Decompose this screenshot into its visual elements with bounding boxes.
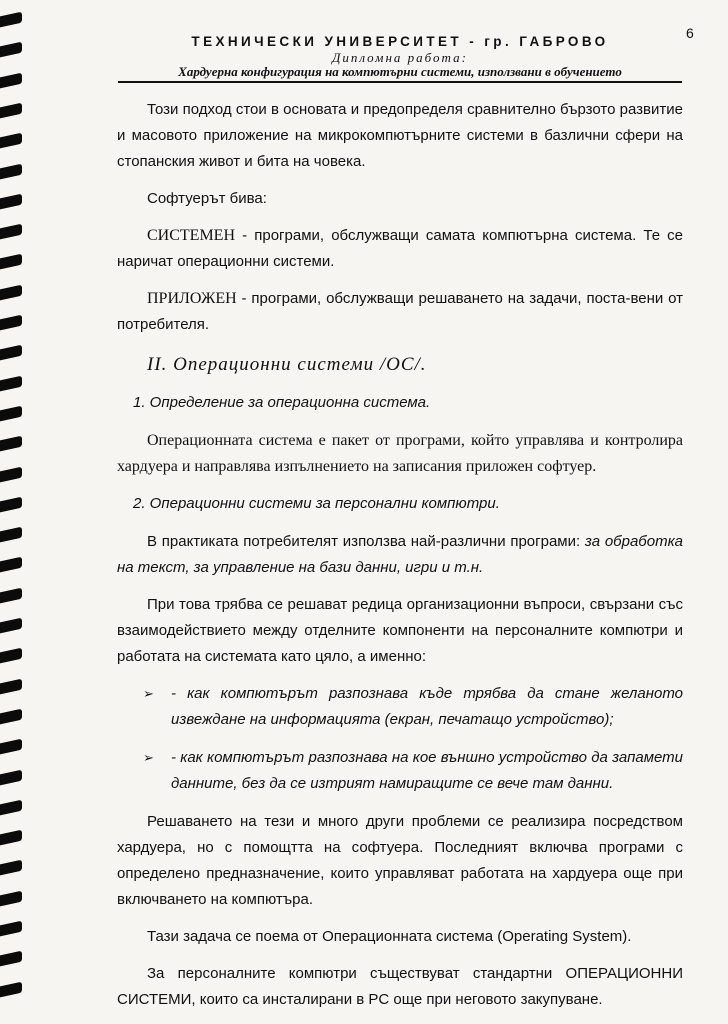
binding-hole (0, 133, 22, 149)
subsection-heading: 1. Определение за операционна система. (133, 394, 431, 411)
binding-hole (0, 12, 22, 28)
paragraph: За персоналните компютри съществуват стандартни ОПЕРАЦИОННИ СИСТЕМИ, които са инсталирани в PC още при неговото закупуване. (117, 965, 683, 1008)
binding-hole (0, 648, 22, 664)
list-item-text: - как компютърът разпознава на кое външно устройство да запамети данните, без да се изтрият намиращите се вече там данни. (171, 749, 683, 792)
document-body (117, 97, 683, 1024)
list-item (143, 745, 683, 797)
binding-hole (0, 103, 22, 119)
binding-hole (0, 193, 22, 209)
subsection-heading: 2. Операционни системи за персонални компютри. (133, 495, 500, 512)
binding-hole (0, 254, 22, 270)
binding-hole (0, 981, 22, 997)
paragraph-text: В практиката потребителят използва най-различни програми: (147, 533, 585, 550)
list-item (143, 681, 683, 733)
header-university: ТЕХНИЧЕСКИ УНИВЕРСИТЕТ - гр. ГАБРОВО (191, 34, 609, 49)
paragraph: При това трябва се решават редица организационни въпроси, свързани със взаимодействието между отделните компоненти на персоналните компютри и работата на системата като цяло, а именно: (117, 596, 683, 665)
binding-hole (0, 709, 22, 725)
section-heading: II. Операционни системи /ОС/. (147, 354, 427, 375)
binding-hole (0, 496, 22, 512)
binding-hole (0, 436, 22, 452)
header-work-type: Дипломна работа: (332, 50, 468, 65)
spiral-binding (0, 0, 26, 1024)
paragraph-text: - програми, обслужващи решаването на задачи, поста-вени от потребителя. (117, 290, 683, 333)
arrow-bullet-icon: ➢ (143, 686, 154, 701)
binding-hole (0, 406, 22, 422)
binding-hole (0, 921, 22, 937)
binding-hole (0, 890, 22, 906)
binding-hole (0, 860, 22, 876)
binding-hole (0, 315, 22, 331)
binding-hole (0, 587, 22, 603)
binding-hole (0, 163, 22, 179)
binding-hole (0, 42, 22, 58)
binding-hole (0, 557, 22, 573)
binding-hole (0, 739, 22, 755)
binding-hole (0, 224, 22, 240)
term-application: ПРИЛОЖЕН (147, 290, 237, 307)
header-rule (118, 81, 682, 83)
paragraph-italic: за обработка на текст, за управление на бази данни, игри и т.н. (117, 533, 683, 576)
binding-hole (0, 799, 22, 815)
paragraph: Софтуерът бива: (147, 190, 267, 207)
paragraph (117, 223, 683, 275)
binding-hole (0, 527, 22, 543)
header-topic: Хардуерна конфигурация на компютърни системи, използвани в обучението (178, 64, 622, 79)
paragraph (117, 286, 683, 338)
paragraph-text: - програми, обслужващи самата компютърна система. Те се наричат операционни системи. (117, 227, 683, 270)
binding-hole (0, 375, 22, 391)
binding-hole (0, 769, 22, 785)
binding-hole (0, 618, 22, 634)
paragraph: Този подход стои в основата и предопределя сравнително бързото развитие и масовото приложение на микрокомпютърните системи в базлични сфери на стопанския живот и бита на човека. (117, 101, 683, 170)
term-system: СИСТЕМЕН (147, 227, 235, 244)
binding-hole (0, 951, 22, 967)
page-number: 6 (686, 25, 694, 41)
binding-hole (0, 830, 22, 846)
paragraph (117, 529, 683, 581)
binding-hole (0, 72, 22, 88)
binding-hole (0, 678, 22, 694)
binding-hole (0, 345, 22, 361)
binding-hole (0, 284, 22, 300)
definition-paragraph: Операционната система е пакет от програми, който управлява и контролира хардуера и направлява изпълнението на записания приложен софтуер. (117, 432, 683, 475)
paragraph: Тази задача се поема от Операционната система (Operating System). (147, 928, 632, 945)
arrow-bullet-icon: ➢ (143, 750, 154, 765)
paragraph: Решаването на тези и много други проблеми се реализира посредством хардуера, но с помощтта на софтуера. Последният включва програми с определено предназначение, които управляват работата на хардуера още при включването на компютъра. (117, 813, 683, 908)
list-item-text: - как компютърът разпознава къде трябва да стане желаното извеждане на информацията (екран, печатащо устройство); (171, 685, 683, 728)
binding-hole (0, 466, 22, 482)
